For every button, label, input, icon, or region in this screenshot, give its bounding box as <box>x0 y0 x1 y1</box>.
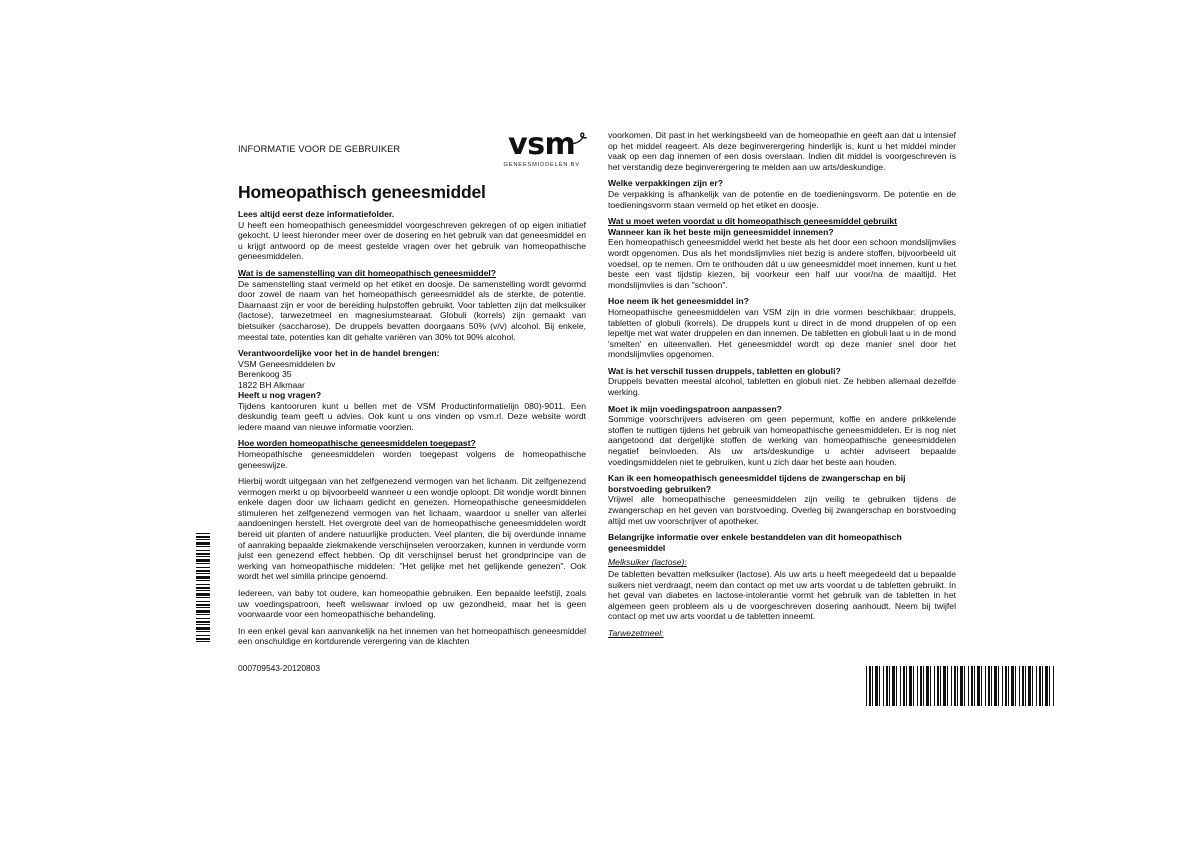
left-column <box>238 127 586 673</box>
intro-heading: Lees altijd eerst deze informatiefolder. <box>238 209 395 219</box>
header-label: INFORMATIE VOOR DE GEBRUIKER <box>238 144 401 154</box>
section-difference-heading: Wat is het verschil tussen druppels, tabletten en globuli? <box>608 365 841 376</box>
section-usage-text-2: Hierbij wordt uitgegaan van het zelfgenezend vermogen van het lichaam. Dit zelfgenezend vermogen merkt u op bijvoorbeeld wanneer u een wondje oploopt. Dit wondje wordt binnen enkele dagen door uw lichaam gedicht en genezen. Homeopathische geneesmiddelen stimuleren het zelfgenezend vermogen van het lichaam, waardoor u sneller van allerlei aandoeningen herstelt. Het overgrote deel van de homeopathische geneesmiddelen wordt bereid uit planten of andere natuurlijke producten. Veel planten, die bij overdunde inname of aanraking bepaalde ziekmakende verschijnselen veroorzaken, kunnen in verdunde vorm juist een genezend effect hebben. Op dit verschijnsel berust het grondprincipe van de werking van homeopathische middelen: "Het gelijke met het gelijkende genezen". Ook wordt het wel similia principe genoemd. <box>238 476 586 582</box>
address-line-2: Berenkoog 35 <box>238 369 292 380</box>
section-diet-heading: Moet ik mijn voedingspatroon aanpassen? <box>608 403 782 414</box>
right-column <box>608 130 956 640</box>
section-wheat-starch-heading: Tarwezetmeel: <box>608 627 664 638</box>
section-ingredients-heading: Belangrijke informatie over enkele bestanddelen van dit homeopathisch geneesmiddel <box>608 532 902 553</box>
section-how-text: Homeopathische geneesmiddelen van VSM zijn in drie vormen beschikbaar: druppels, tabletten of globuli (korrels). De druppels kunt u direct in de mond druppelen of op een lepeltje met wat water druppelen en dan innemen. De tabletten en globuli laat u in de mond 'smelten' en uiteenvallen. Het geneesmiddel wordt op deze manier snel door het mondslijmvlies opgenomen. <box>608 306 956 360</box>
section-lactose-text: De tabletten bevatten melksuiker (lactose). Als uw arts u heeft meegedeeld dat u bepaalde suikers niet verdraagt, neem dan contact op met uw arts voordat u de tabletten gebruikt. In het geval van diabetes en lactose-intolerantie vormt het gebruik van de tabletten in het algemeen geen probleem als u de voorgeschreven dosering aanhoudt. Neem bij twijfel contact op met uw arts voordat u de tabletten inneemt. <box>608 568 956 622</box>
leaflet-header <box>238 127 586 168</box>
section-packaging-text: De verpakking is afhankelijk van de potentie en de toedieningsvorm. De potentie en de toedieningsvorm staan vermeld op het etiket en doosje. <box>608 188 956 210</box>
section-usage-text-3: Iedereen, van baby tot oudere, kan homeopathie gebruiken. Een bepaalde leefstijl, zoals uw voedingspatroon, heeft weliswaar invloed op uw gezondheid, maar het is geen voorwaarde voor een homeopathische behandeling. <box>238 588 586 620</box>
logo-wordmark: vsm <box>508 130 575 160</box>
section-usage-text: Homeopathische geneesmiddelen worden toegepast volgens de homeopathische geneeswijze. <box>238 448 586 470</box>
address-line-1: VSM Geneesmiddelen bv <box>238 358 336 369</box>
section-pregnancy-heading: Kan ik een homeopathisch geneesmiddel tijdens de zwangerschap en bij borstvoeding gebruiken? <box>608 473 906 494</box>
section-difference-text: Druppels bevatten meestal alcohol, tabletten en globuli niet. Ze hebben allemaal dezelfde werking. <box>608 376 956 398</box>
section-when-text: Een homeopathisch geneesmiddel werkt het beste als het door een schoon mondslijmvlies wordt opgenomen. Dus als het mondslijmvlies niet bezig is andere stoffen, bijvoorbeeld uit voedsel, op te nemen. Om te onthouden dát u uw geneesmiddel moet innemen, kunt u het beste een vast tijdstip kiezen, bij voorkeur een half uur voor/na de maaltijd. Het mondslijmvlies is dan "schoon". <box>608 237 956 290</box>
section-usage-heading: Hoe worden homeopathische geneesmiddelen toegepast? <box>238 438 476 449</box>
swoosh-icon <box>571 132 589 148</box>
product-code: 000709543-20120803 <box>238 663 320 673</box>
logo-subtitle: GENEESMIDDELEN BV <box>503 162 580 168</box>
section-before-use-heading: Wat u moet weten voordat u dit homeopathisch geneesmiddel gebruikt <box>608 216 898 227</box>
section-diet-text: Sommige voorschrijvers adviseren om geen pepermunt, koffie en andere prikkelende stoffen te nuttigen tijdens het gebruik van homeopathische geneesmiddelen. Er is nog niet aangetoond dat dergelijke stoffen de werking van homeopathische geneesmiddelen negatief beïnvloeden. Als uw arts/deskundige u achter adviseert bepaalde voedingsmiddelen niet te gebruiken, kunt u zich daar het beste aan houden. <box>608 414 956 467</box>
section-how-heading: Hoe neem ik het geneesmiddel in? <box>608 296 749 307</box>
continuation-text: voorkomen. Dit past in het werkingsbeeld van de homeopathie en geeft aan dat u intensief op het middel reageert. Als deze beginverergering hinderlijk is, kunt u het middel minder vaak op een dag innemen of een dosis overslaan. Indien dit middel is voorgeschreven is het verstandig deze beginverergering te melden aan uw arts/deskundige. <box>608 130 956 172</box>
intro-text: U heeft een homeopathisch geneesmiddel voorgeschreven gekregen of op eigen initiatief gekocht. U leest hieronder meer over de dosering en het gebruik van dat geneesmiddel en u krijgt antwoord op de meest gestelde vragen over het gebruik van homeopathische geneesmiddelen. <box>238 219 586 262</box>
section-composition-text: De samenstelling staat vermeld op het etiket en doosje. De samenstelling wordt gevormd door zowel de naam van het homeopathisch geneesmiddel als de sterkte, de potentie. Daarnaast zijn er voor de bereiding hulpstoffen gebruikt. Voor tabletten zijn dat melksuiker (lactose), tarwezetmeel en magnesiumstearaat. Globuli (korrels) zijn gemaakt van bietsuiker (saccharose). De druppels bevatten doorgaans 50% (v/v) alcohol. Bij enkele, meestal tate, potenties kan dit gehalte variëren van 30% tot 90% alcohol. <box>238 278 586 342</box>
vsm-logo <box>503 127 586 168</box>
address-line-3: 1822 BH Alkmaar <box>238 379 305 390</box>
section-composition-heading: Wat is de samenstelling van dit homeopathisch geneesmiddel? <box>238 267 497 278</box>
section-when-heading: Wanneer kan ik het beste mijn geneesmiddel innemen? <box>608 226 834 237</box>
section-marketing-heading: Verantwoordelijke voor het in de handel brengen: <box>238 348 440 359</box>
leaflet-content <box>238 127 978 700</box>
section-lactose-heading: Melksuiker (lactose): <box>608 557 687 568</box>
barcode-left <box>196 533 210 643</box>
section-packaging-heading: Welke verpakkingen zijn er? <box>608 178 723 189</box>
page-title: Homeopathisch geneesmiddel <box>238 182 486 202</box>
section-questions-heading: Heeft u nog vragen? <box>238 389 322 400</box>
section-usage-text-4: In een enkel geval kan aanvankelijk na het innemen van het homeopathisch geneesmiddel een onschuldige en kortdurende verergering van de klachten <box>238 625 586 647</box>
section-pregnancy-text: Vrijwel alle homeopathische geneesmiddelen zijn veilig te gebruiken tijdens de zwangerschap en het geven van borstvoeding. Overleg bij zwangerschap en borstvoeding altijd met uw voorschrijver of apotheker. <box>608 494 956 526</box>
section-questions-text: Tijdens kantooruren kunt u bellen met de VSM Productinformatielijn 080)-9011. Een deskundig team geeft u advies. Ook kunt u ons vinden op vsm.rl. Deze website wordt iedere maand van nieuwe informatie voorzien. <box>238 400 586 432</box>
two-column-layout <box>238 127 978 673</box>
